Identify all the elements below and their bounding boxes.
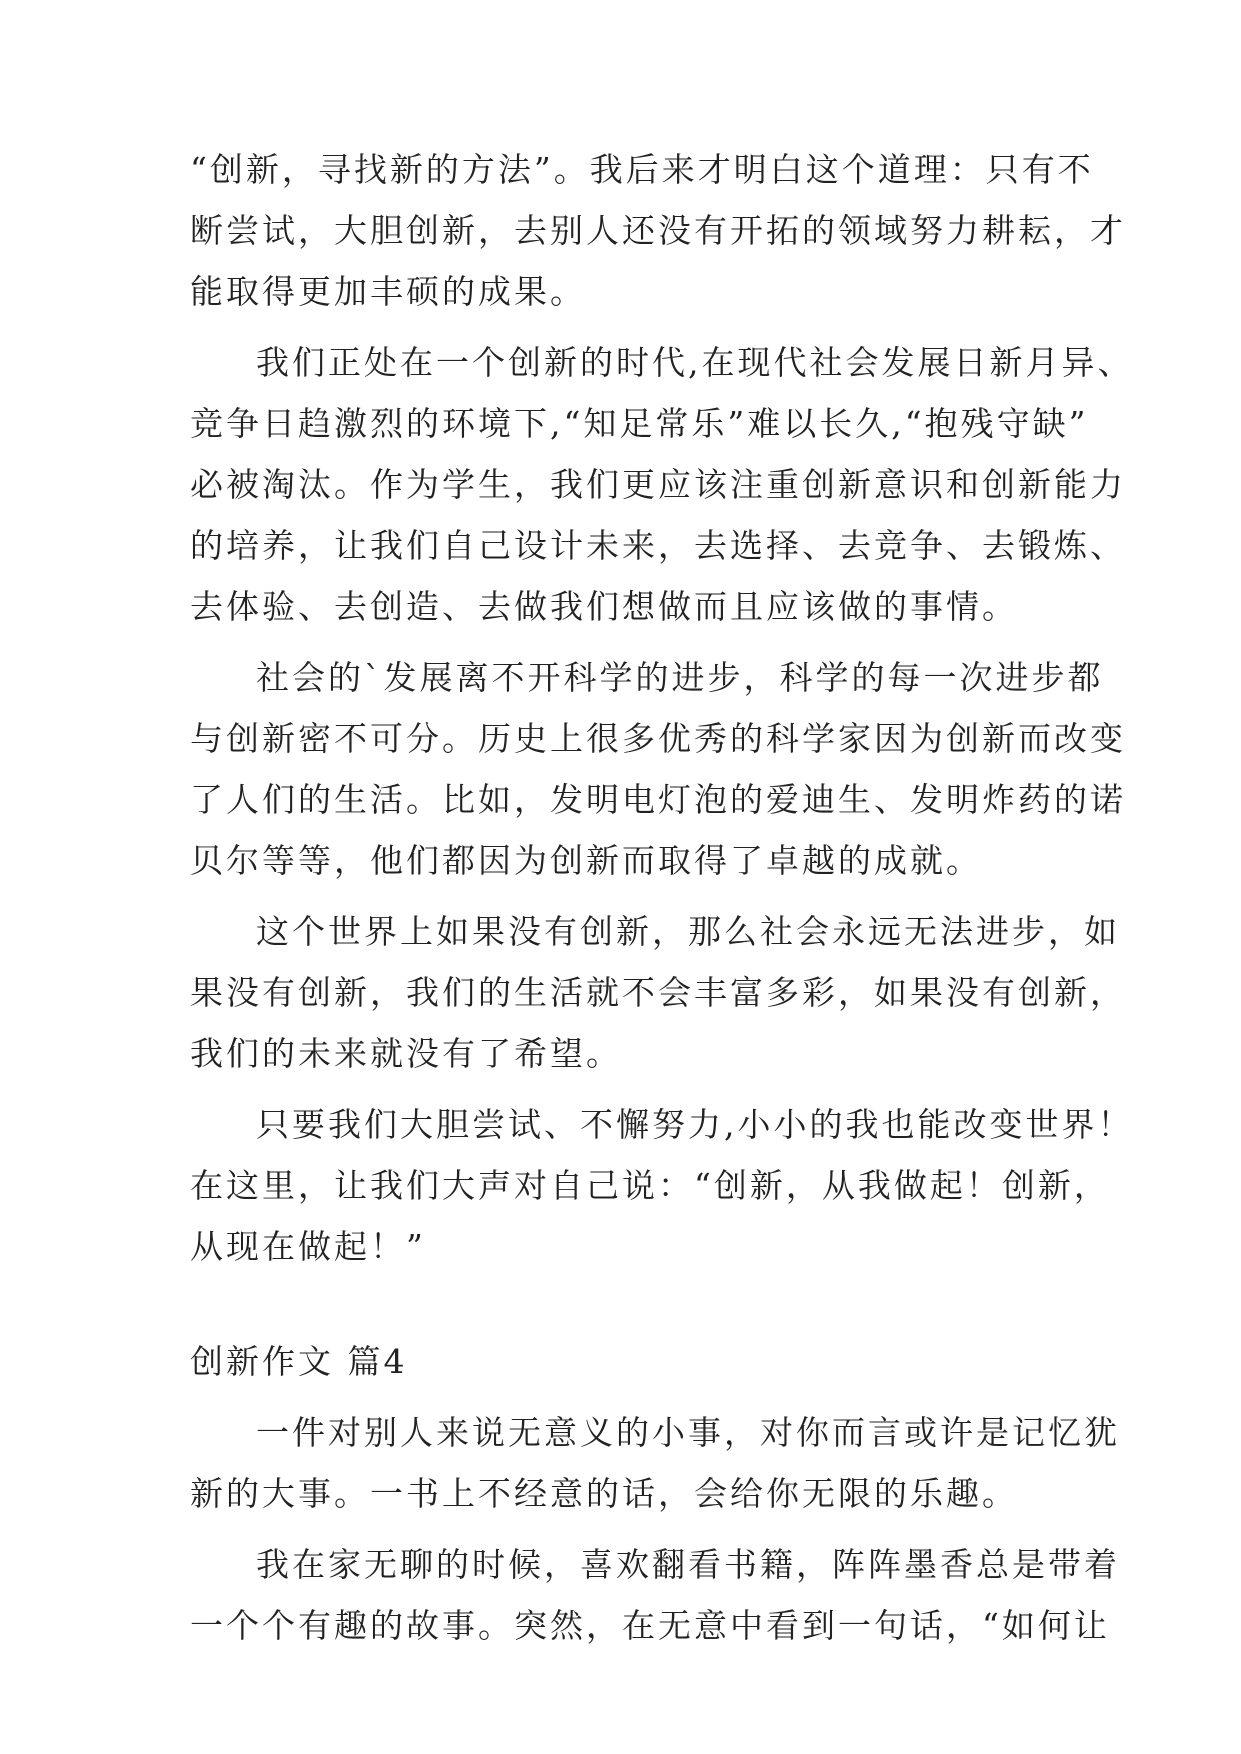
paragraph-line: 断尝试，大胆创新，去别人还没有开拓的领域努力耕耘，才 bbox=[190, 211, 1126, 250]
paragraph-line: 新的大事。一书上不经意的话，会给你无限的乐趣。 bbox=[190, 1474, 1018, 1513]
paragraph-line: 只要我们大胆尝试、不懈努力,小小的我也能改变世界！ bbox=[256, 1105, 1134, 1144]
paragraph-line: 竞争日趋激烈的环境下,“知足常乐”难以长久,“抱残守缺” bbox=[190, 404, 1089, 443]
paragraph-line: 这个世界上如果没有创新，那么社会永远无法进步，如 bbox=[256, 912, 1120, 951]
paragraph-line: 贝尔等等，他们都因为创新而取得了卓越的成就。 bbox=[190, 841, 982, 880]
paragraph-line: 我们正处在一个创新的时代,在现代社会发展日新月异、 bbox=[256, 343, 1134, 382]
paragraph-line: 在这里，让我们大声对自己说：“创新，从我做起！创新， bbox=[190, 1166, 1110, 1205]
paragraph-line: 与创新密不可分。历史上很多优秀的科学家因为创新而改变 bbox=[190, 719, 1126, 758]
paragraph-line: 去体验、去创造、去做我们想做而且应该做的事情。 bbox=[190, 587, 1018, 626]
paragraph-line: 我们的未来就没有了希望。 bbox=[190, 1034, 622, 1073]
paragraph-line: 社会的`发展离不开科学的进步，科学的每一次进步都 bbox=[256, 658, 1104, 697]
paragraph-line: 我在家无聊的时候，喜欢翻看书籍，阵阵墨香总是带着 bbox=[256, 1545, 1120, 1584]
paragraph-line: 一个个有趣的故事。突然，在无意中看到一句话，“如何让 bbox=[190, 1606, 1110, 1645]
section-heading: 创新作文 篇4 bbox=[190, 1342, 408, 1381]
paragraph-line: 了人们的生活。比如，发明电灯泡的爱迪生、发明炸药的诺 bbox=[190, 780, 1126, 819]
paragraph-line: 能取得更加丰硕的成果。 bbox=[190, 272, 586, 311]
paragraph-line: 果没有创新，我们的生活就不会丰富多彩，如果没有创新， bbox=[190, 973, 1126, 1012]
paragraph-line: 必被淘汰。作为学生，我们更应该注重创新意识和创新能力 bbox=[190, 465, 1126, 504]
paragraph-line: 从现在做起！” bbox=[190, 1227, 426, 1266]
paragraph-line: 一件对别人来说无意义的小事，对你而言或许是记忆犹 bbox=[256, 1413, 1120, 1452]
paragraph-line: 的培养，让我们自己设计未来，去选择、去竞争、去锻炼、 bbox=[190, 526, 1126, 565]
paragraph-line: “创新，寻找新的方法”。我后来才明白这个道理：只有不 bbox=[190, 150, 1094, 189]
